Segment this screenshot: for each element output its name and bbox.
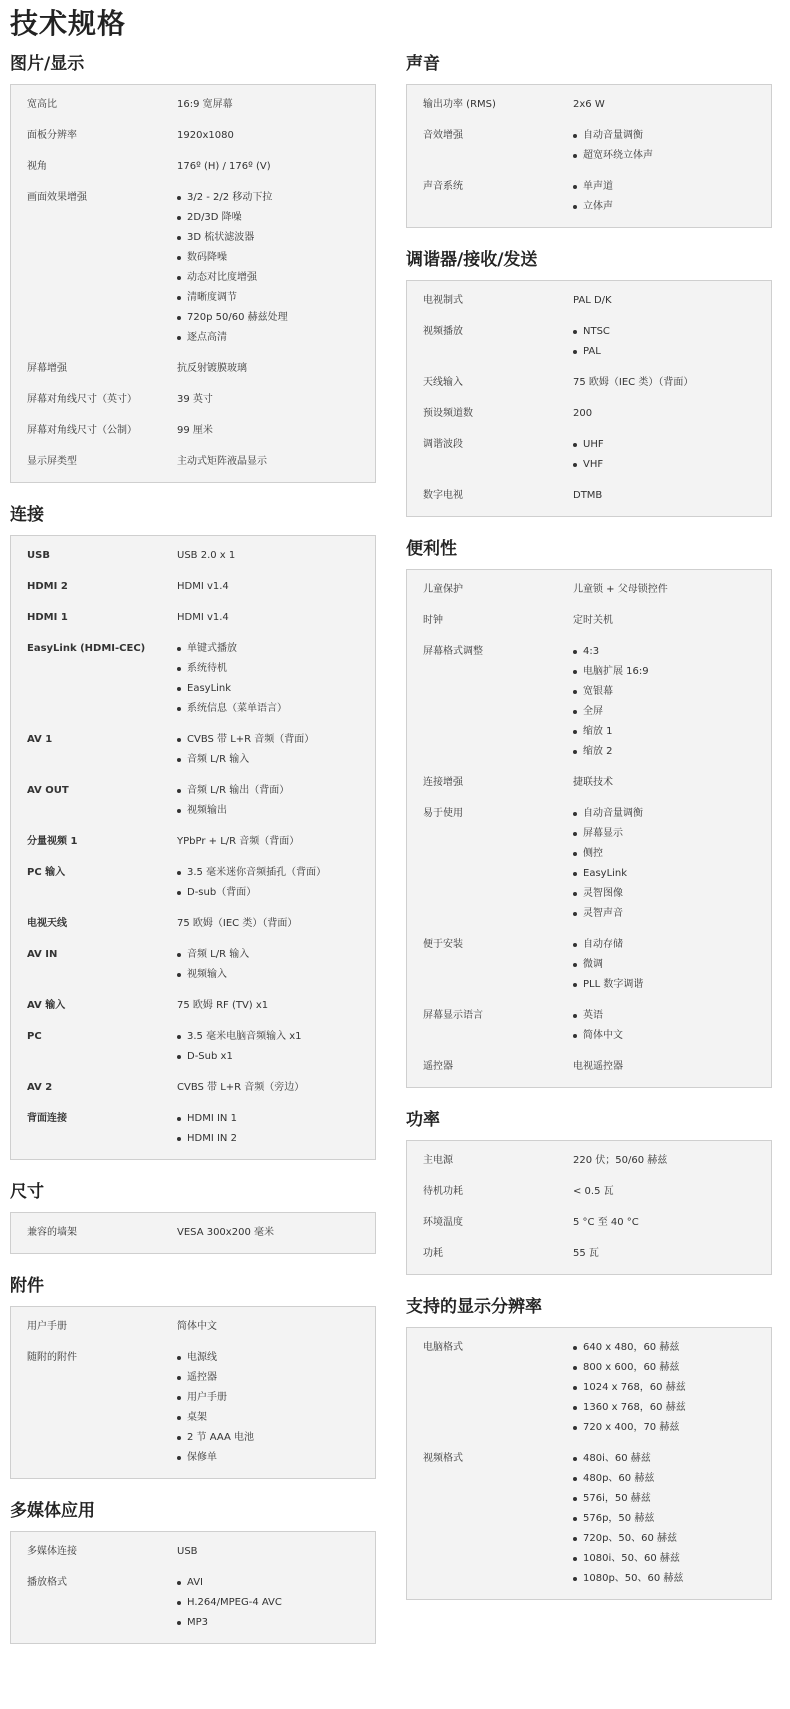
bullet-item: 音频 L/R 输入	[177, 750, 367, 770]
bullet-item: 640 x 480，60 赫兹	[573, 1338, 763, 1358]
spec-row	[407, 773, 771, 804]
spec-row	[407, 322, 771, 373]
spec-label: 屏幕增强	[27, 363, 67, 374]
spec-row	[11, 157, 375, 188]
spec-value: VESA 300x200 毫米	[177, 1227, 274, 1238]
spec-section	[406, 52, 772, 228]
spec-value: 75 欧姆（IEC 类）（背面）	[573, 377, 694, 388]
spec-row	[11, 914, 375, 945]
bullet-item: 1360 x 768，60 赫兹	[573, 1398, 763, 1418]
spec-value: 176º (H) / 176º (V)	[177, 161, 271, 172]
spec-label: 待机功耗	[423, 1186, 463, 1197]
spec-row	[11, 832, 375, 863]
spec-row	[11, 1348, 375, 1470]
spec-label: 视频播放	[423, 326, 463, 337]
bullet-item: HDMI IN 1	[177, 1109, 367, 1129]
bullet-item: PAL	[573, 342, 763, 362]
spec-label: 易于使用	[423, 808, 463, 819]
spec-row	[407, 642, 771, 773]
spec-value-list	[573, 1006, 771, 1046]
section-title: 附件	[10, 1276, 44, 1296]
spec-label: 显示屏类型	[27, 456, 77, 467]
spec-label: HDMI 2	[27, 581, 68, 592]
spec-label: PC	[27, 1031, 42, 1042]
spec-label: 环境温度	[423, 1217, 463, 1228]
bullet-item: 3.5 毫米迷你音频插孔（背面）	[177, 863, 367, 883]
spec-section	[406, 537, 772, 1088]
spec-label: 电视天线	[27, 918, 67, 929]
spec-value: 2x6 W	[573, 99, 605, 110]
spec-section	[10, 1180, 376, 1254]
spec-value: 75 欧姆（IEC 类）（背面）	[177, 918, 298, 929]
spec-row	[407, 95, 771, 126]
bullet-item: 灵智图像	[573, 884, 763, 904]
spec-row	[407, 580, 771, 611]
spec-row	[11, 1573, 375, 1635]
bullet-item: 3D 梳状滤波器	[177, 228, 367, 248]
spec-value-list	[573, 1449, 771, 1589]
left-column	[10, 52, 376, 1664]
spec-row	[407, 1006, 771, 1057]
spec-label: 主电源	[423, 1155, 453, 1166]
spec-value: 75 欧姆 RF (TV) x1	[177, 1000, 269, 1011]
spec-label: 输出功率 (RMS)	[423, 99, 496, 110]
bullet-list	[573, 935, 763, 995]
spec-section	[10, 52, 376, 483]
bullet-list	[573, 1449, 763, 1589]
spec-label: 分量视频 1	[27, 836, 78, 847]
spec-row	[11, 1542, 375, 1573]
spec-value: USB	[177, 1546, 198, 1557]
spec-label: HDMI 1	[27, 612, 68, 623]
section-title: 连接	[10, 505, 44, 525]
spec-label: 遥控器	[423, 1061, 453, 1072]
section-title: 多媒体应用	[10, 1501, 95, 1521]
bullet-item: 屏幕显示	[573, 824, 763, 844]
spec-value-list	[573, 642, 771, 762]
bullet-item: 1024 x 768，60 赫兹	[573, 1378, 763, 1398]
spec-row	[407, 804, 771, 935]
spec-row	[407, 373, 771, 404]
spec-row	[407, 1449, 771, 1591]
bullet-list	[177, 639, 367, 719]
spec-table	[10, 84, 376, 483]
spec-row	[407, 486, 771, 508]
spec-table	[406, 280, 772, 517]
spec-label: USB	[27, 550, 50, 561]
spec-row	[11, 863, 375, 914]
spec-label: 多媒体连接	[27, 1546, 77, 1557]
bullet-item: 2D/3D 降噪	[177, 208, 367, 228]
spec-label: 背面连接	[27, 1113, 67, 1124]
bullet-item: 720p、50、60 赫兹	[573, 1529, 763, 1549]
spec-section	[10, 1499, 376, 1644]
bullet-item: 系统待机	[177, 659, 367, 679]
spec-value-list	[177, 863, 375, 903]
section-title: 图片/显示	[10, 54, 85, 74]
bullet-list	[573, 642, 763, 762]
spec-label: 时钟	[423, 615, 443, 626]
spec-value: 定时关机	[573, 615, 613, 626]
spec-row	[11, 95, 375, 126]
bullet-list	[573, 1006, 763, 1046]
spec-value: < 0.5 瓦	[573, 1186, 614, 1197]
spec-value: 39 英寸	[177, 394, 213, 405]
spec-label: 数字电视	[423, 490, 463, 501]
bullet-item: 自动音量调衡	[573, 804, 763, 824]
bullet-item: 800 x 600，60 赫兹	[573, 1358, 763, 1378]
bullet-item: 3.5 毫米电脑音频输入 x1	[177, 1027, 367, 1047]
spec-value: USB 2.0 x 1	[177, 550, 236, 561]
spec-row	[11, 1109, 375, 1151]
spec-value: 55 瓦	[573, 1248, 599, 1259]
spec-value-list	[177, 1109, 375, 1149]
spec-row	[11, 546, 375, 577]
bullet-list	[573, 804, 763, 924]
spec-row	[407, 1182, 771, 1213]
bullet-item: 3/2 - 2/2 移动下拉	[177, 188, 367, 208]
bullet-item: 自动存储	[573, 935, 763, 955]
spec-label: 画面效果增强	[27, 192, 87, 203]
spec-table	[10, 1212, 376, 1254]
bullet-item: 用户手册	[177, 1388, 367, 1408]
spec-row	[11, 577, 375, 608]
bullet-list	[177, 781, 367, 821]
bullet-item: EasyLink	[177, 679, 367, 699]
spec-value: 220 伏；50/60 赫兹	[573, 1155, 668, 1166]
bullet-item: 480i、60 赫兹	[573, 1449, 763, 1469]
bullet-item: 缩放 1	[573, 722, 763, 742]
spec-table	[10, 1306, 376, 1479]
spec-label: 兼容的墙架	[27, 1227, 77, 1238]
spec-label: 屏幕格式调整	[423, 646, 483, 657]
spec-value-list	[177, 639, 375, 719]
spec-table	[406, 1327, 772, 1600]
bullet-item: 电源线	[177, 1348, 367, 1368]
bullet-item: EasyLink	[573, 864, 763, 884]
spec-value-list	[177, 1573, 375, 1633]
spec-label: 预设频道数	[423, 408, 473, 419]
spec-row	[11, 945, 375, 996]
bullet-list	[177, 1027, 367, 1067]
spec-label: AV 2	[27, 1082, 53, 1093]
bullet-item: 立体声	[573, 197, 763, 217]
spec-section	[10, 503, 376, 1160]
bullet-item: MP3	[177, 1613, 367, 1633]
page-title: 技术规格	[10, 7, 127, 40]
bullet-item: PLL 数字调谐	[573, 975, 763, 995]
bullet-list	[177, 863, 367, 903]
spec-label: AV OUT	[27, 785, 69, 796]
spec-label: 儿童保护	[423, 584, 463, 595]
section-title: 功率	[406, 1110, 440, 1130]
bullet-list	[177, 1109, 367, 1149]
spec-row	[11, 730, 375, 781]
spec-row	[11, 996, 375, 1027]
bullet-list	[573, 1338, 763, 1438]
spec-label: 宽高比	[27, 99, 57, 110]
spec-value-list	[573, 177, 771, 217]
spec-value: 1920x1080	[177, 130, 234, 141]
spec-label: 屏幕对角线尺寸（公制）	[27, 425, 137, 436]
bullet-item: 全屏	[573, 702, 763, 722]
spec-value-list	[573, 935, 771, 995]
spec-row	[407, 1338, 771, 1449]
bullet-item: 灵智声音	[573, 904, 763, 924]
bullet-item: D-sub（背面）	[177, 883, 367, 903]
bullet-item: NTSC	[573, 322, 763, 342]
bullet-item: 清晰度调节	[177, 288, 367, 308]
section-title: 支持的显示分辨率	[406, 1297, 542, 1317]
spec-value: 儿童锁 + 父母锁控件	[573, 584, 668, 595]
bullet-item: 逐点高清	[177, 328, 367, 348]
spec-label: 电脑格式	[423, 1342, 463, 1353]
spec-label: 声音系统	[423, 181, 463, 192]
spec-label: 功耗	[423, 1248, 443, 1259]
spec-section	[406, 1295, 772, 1600]
bullet-item: 英语	[573, 1006, 763, 1026]
spec-label: AV 1	[27, 734, 53, 745]
bullet-item: D-Sub x1	[177, 1047, 367, 1067]
spec-value: HDMI v1.4	[177, 612, 229, 623]
spec-row	[407, 1151, 771, 1182]
bullet-item: 单声道	[573, 177, 763, 197]
spec-label: 屏幕对角线尺寸（英寸）	[27, 394, 137, 405]
bullet-item: 音频 L/R 输出（背面）	[177, 781, 367, 801]
spec-row	[11, 390, 375, 421]
spec-value-list	[177, 730, 375, 770]
bullet-item: 720p 50/60 赫兹处理	[177, 308, 367, 328]
spec-value: 99 厘米	[177, 425, 213, 436]
bullet-item: 1080p、50、60 赫兹	[573, 1569, 763, 1589]
spec-row	[407, 1057, 771, 1079]
spec-table	[406, 1140, 772, 1275]
bullet-list	[177, 1348, 367, 1468]
spec-value: 电视遥控器	[573, 1061, 623, 1072]
spec-label: 屏幕显示语言	[423, 1010, 483, 1021]
spec-row	[407, 435, 771, 486]
spec-section	[406, 1108, 772, 1275]
spec-label: 便于安装	[423, 939, 463, 950]
spec-row	[407, 126, 771, 177]
section-title: 尺寸	[10, 1182, 44, 1202]
spec-label: 电视制式	[423, 295, 463, 306]
bullet-item: 4:3	[573, 642, 763, 662]
bullet-item: HDMI IN 2	[177, 1129, 367, 1149]
bullet-item: 数码降噪	[177, 248, 367, 268]
spec-row	[407, 1213, 771, 1244]
bullet-item: 480p、60 赫兹	[573, 1469, 763, 1489]
spec-value-list	[177, 945, 375, 985]
bullet-item: 动态对比度增强	[177, 268, 367, 288]
spec-row	[11, 452, 375, 474]
spec-value: 16:9 宽屏幕	[177, 99, 233, 110]
bullet-item: 电脑扩展 16:9	[573, 662, 763, 682]
spec-row	[407, 1244, 771, 1266]
spec-label: PC 输入	[27, 867, 66, 878]
spec-section	[406, 248, 772, 517]
bullet-item: 遥控器	[177, 1368, 367, 1388]
spec-table	[10, 535, 376, 1160]
bullet-item: 微调	[573, 955, 763, 975]
spec-label: 面板分辨率	[27, 130, 77, 141]
spec-value-list	[573, 804, 771, 924]
bullet-item: UHF	[573, 435, 763, 455]
spec-table	[406, 569, 772, 1088]
spec-value-list	[573, 126, 771, 166]
spec-value: 200	[573, 408, 593, 419]
spec-row	[11, 1078, 375, 1109]
spec-row	[407, 935, 771, 1006]
spec-row	[407, 291, 771, 322]
spec-value: 5 °C 至 40 °C	[573, 1217, 639, 1228]
bullet-item: 音频 L/R 输入	[177, 945, 367, 965]
spec-row	[407, 177, 771, 219]
bullet-item: 简体中文	[573, 1026, 763, 1046]
bullet-list	[177, 945, 367, 985]
spec-row	[11, 1223, 375, 1245]
spec-row	[11, 359, 375, 390]
spec-value-list	[177, 1348, 375, 1468]
bullet-item: 1080i、50、60 赫兹	[573, 1549, 763, 1569]
bullet-list	[177, 188, 367, 348]
bullet-list	[177, 1573, 367, 1633]
spec-row	[11, 421, 375, 452]
bullet-item: 缩放 2	[573, 742, 763, 762]
spec-row	[11, 126, 375, 157]
section-title: 便利性	[406, 539, 457, 559]
bullet-item: 超宽环绕立体声	[573, 146, 763, 166]
bullet-item: H.264/MPEG-4 AVC	[177, 1593, 367, 1613]
right-column	[406, 52, 772, 1620]
spec-value-list	[573, 322, 771, 362]
spec-label: AV 输入	[27, 1000, 66, 1011]
bullet-item: 576i，50 赫兹	[573, 1489, 763, 1509]
spec-value: HDMI v1.4	[177, 581, 229, 592]
bullet-item: 自动音量调衡	[573, 126, 763, 146]
spec-label: 随附的附件	[27, 1352, 77, 1363]
spec-section	[10, 1274, 376, 1479]
bullet-item: 桌架	[177, 1408, 367, 1428]
spec-label: 视角	[27, 161, 47, 172]
bullet-item: VHF	[573, 455, 763, 475]
bullet-item: 2 节 AAA 电池	[177, 1428, 367, 1448]
section-title: 调谐器/接收/发送	[406, 250, 538, 270]
bullet-item: 侧控	[573, 844, 763, 864]
bullet-list	[177, 730, 367, 770]
spec-value: 主动式矩阵液晶显示	[177, 456, 267, 467]
spec-row	[11, 781, 375, 832]
spec-row	[11, 1317, 375, 1348]
bullet-list	[573, 177, 763, 217]
spec-row	[11, 1027, 375, 1078]
spec-value-list	[177, 1027, 375, 1067]
bullet-list	[573, 126, 763, 166]
spec-table	[10, 1531, 376, 1644]
spec-row	[11, 639, 375, 730]
bullet-item: 720 x 400，70 赫兹	[573, 1418, 763, 1438]
bullet-item: 保修单	[177, 1448, 367, 1468]
bullet-item: AVI	[177, 1573, 367, 1593]
bullet-item: CVBS 带 L+R 音频（背面）	[177, 730, 367, 750]
spec-value: 简体中文	[177, 1321, 217, 1332]
bullet-item: 宽银幕	[573, 682, 763, 702]
spec-value: YPbPr + L/R 音频（背面）	[177, 836, 300, 847]
spec-value: DTMB	[573, 490, 603, 501]
spec-row	[11, 188, 375, 359]
spec-row	[407, 404, 771, 435]
spec-row	[11, 608, 375, 639]
bullet-item: 单键式播放	[177, 639, 367, 659]
spec-value: PAL D/K	[573, 295, 612, 306]
spec-value-list	[177, 781, 375, 821]
bullet-list	[573, 435, 763, 475]
spec-value: CVBS 带 L+R 音频（旁边）	[177, 1082, 305, 1093]
spec-value-list	[573, 1338, 771, 1438]
bullet-item: 576p，50 赫兹	[573, 1509, 763, 1529]
spec-label: 天线输入	[423, 377, 463, 388]
spec-label: 用户手册	[27, 1321, 67, 1332]
bullet-item: 系统信息（菜单语言）	[177, 699, 367, 719]
section-title: 声音	[406, 54, 440, 74]
spec-label: 播放格式	[27, 1577, 67, 1588]
spec-value-list	[573, 435, 771, 475]
spec-value-list	[177, 188, 375, 348]
bullet-item: 视频输出	[177, 801, 367, 821]
spec-value: 抗反射镀膜玻璃	[177, 363, 247, 374]
spec-label: 连接增强	[423, 777, 463, 788]
spec-table	[406, 84, 772, 228]
spec-label: AV IN	[27, 949, 58, 960]
spec-label: EasyLink (HDMI-CEC)	[27, 643, 146, 654]
spec-label: 调谐波段	[423, 439, 463, 450]
bullet-list	[573, 322, 763, 362]
spec-value: 捷联技术	[573, 777, 613, 788]
spec-row	[407, 611, 771, 642]
spec-label: 音效增强	[423, 130, 463, 141]
bullet-item: 视频输入	[177, 965, 367, 985]
spec-label: 视频格式	[423, 1453, 463, 1464]
